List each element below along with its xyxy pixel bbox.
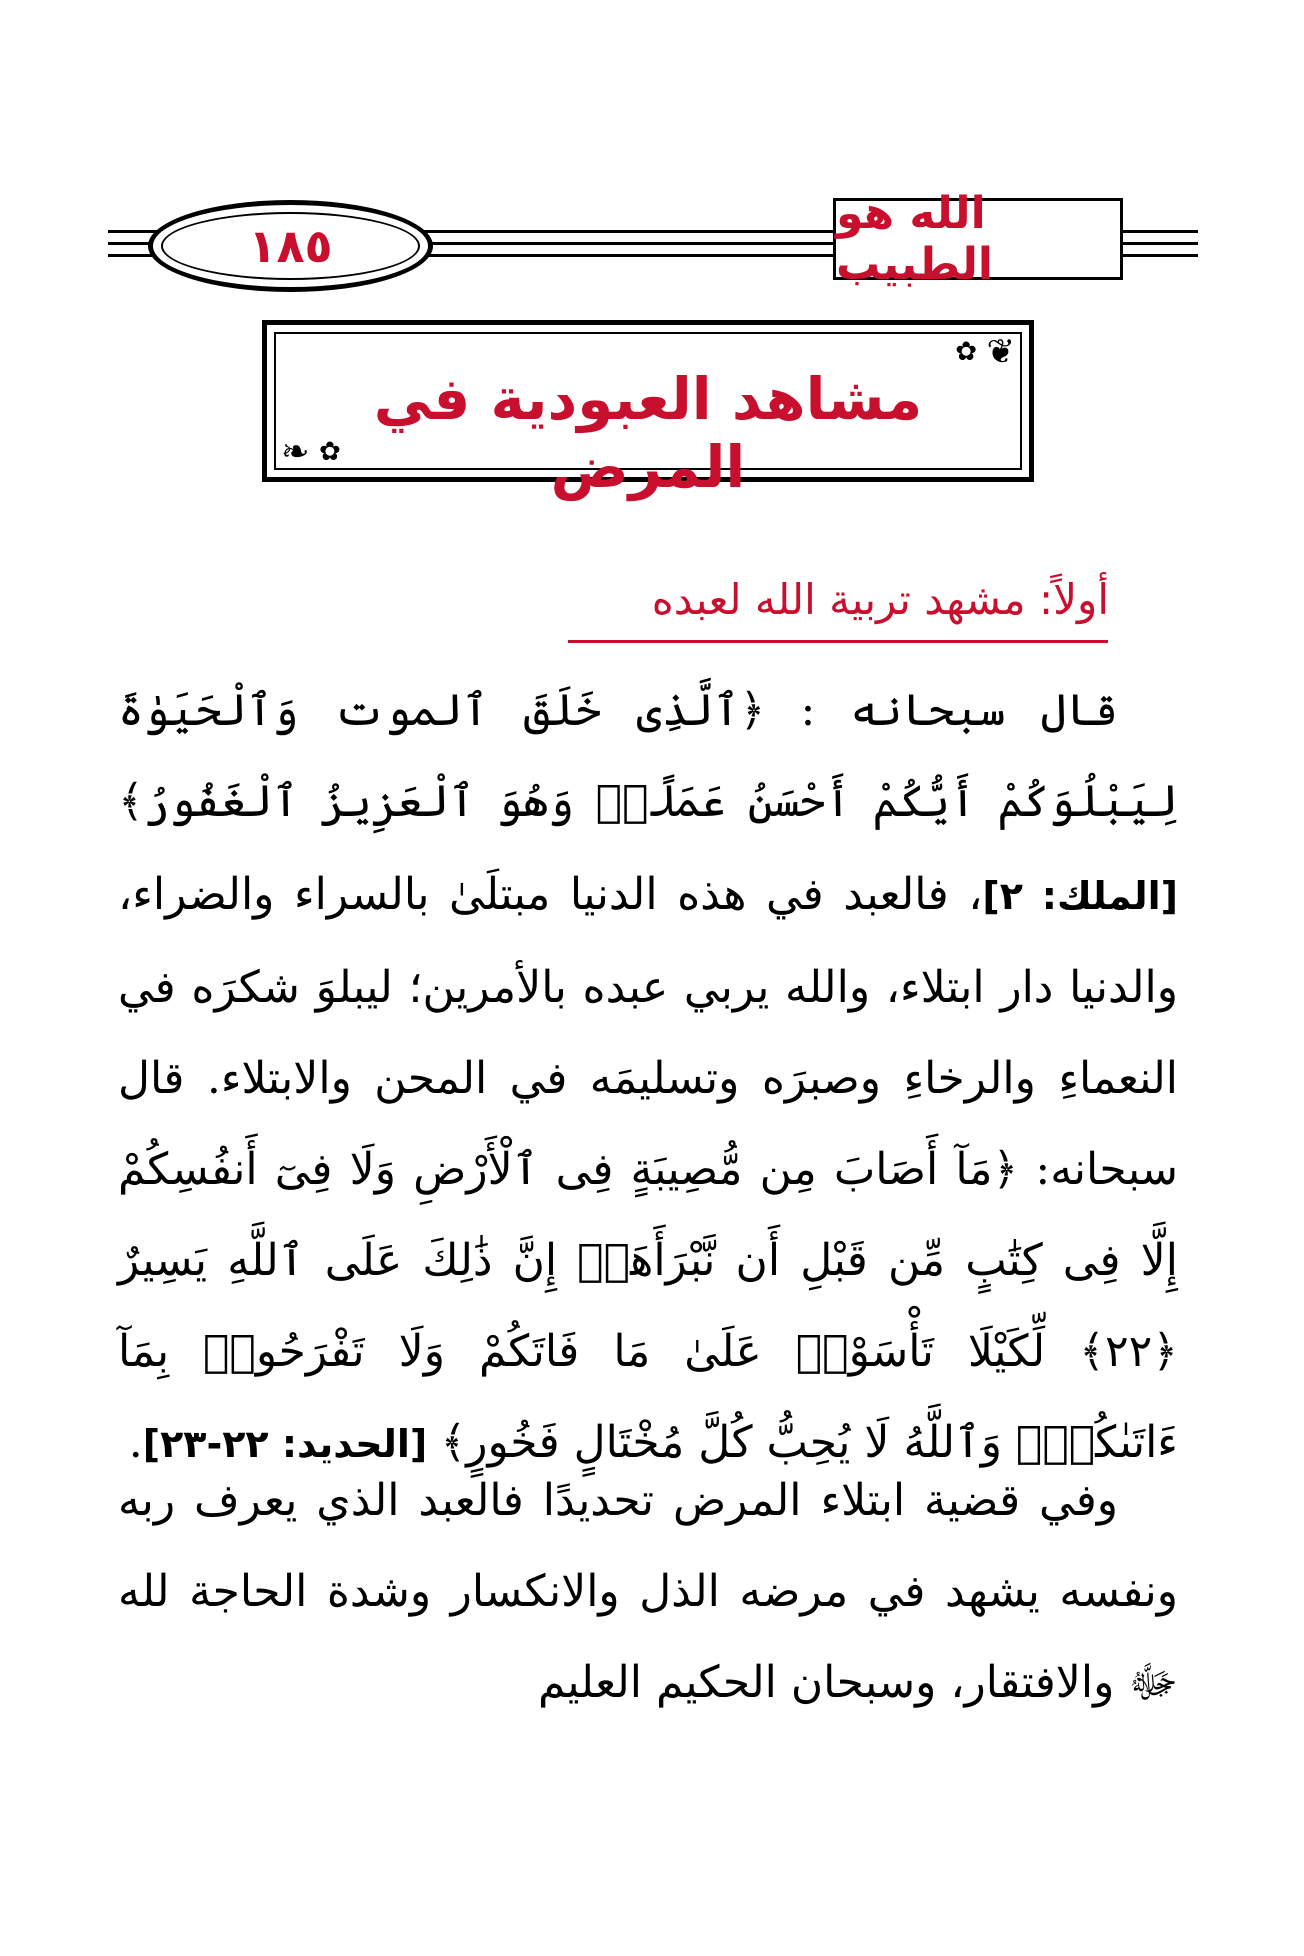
verse-reference-al-mulk: [الملك: ٢] (982, 874, 1178, 918)
quran-verse-al-mulk: ﴿ٱلَّذِى خَلَقَ ٱلموت وَٱلْحَيَوٰةَ لِيَبْلُوَكُمْ أَيُّكُمْ أَحْسَنُ عَمَلًاۚ وَهُوَ ٱلْعَزِيزُ ٱلْغَفُورُ﴾ (118, 685, 1178, 827)
floral-ornament-icon: ✿ (955, 337, 977, 367)
paragraph-2-text: وفي قضية ابتلاء المرض تحديدًا فالعبد الذي يعرف ربه ونفسه يشهد في مرضه الذل والانكسار وشدة الحاجة لله ﷻ والافتقار، وسبحان الحكيم العليم (118, 1475, 1178, 1708)
floral-ornament-icon: ❦ (986, 332, 1015, 372)
paragraph-1-body: ، فالعبد في هذه الدنيا مبتلَىٰ بالسراء والضراء، والدنيا دار ابتلاء، والله يربي عبده بالأمرين؛ ليبلوَ شكرَه في النعماءِ والرخاءِ وصبرَه وتسليمَه في المحن والابتلاء. قال سبحانه: (118, 869, 1178, 1195)
page-number-badge (148, 200, 433, 292)
chapter-title: مشاهد العبودية في المرض (373, 365, 923, 501)
section-heading-underline (568, 640, 1108, 643)
paragraph-1-intro: قال سبحانه : (765, 685, 1118, 736)
running-header (108, 190, 1198, 300)
paragraph-1-end: . (128, 1417, 143, 1468)
page-number: ١٨٥ (248, 219, 333, 273)
chapter-title-frame (262, 320, 1034, 501)
body-paragraph-2 (118, 1455, 1178, 1728)
floral-ornament-icon: ✿ (319, 437, 341, 467)
quran-verse-al-hadid: ﴿مَآ أَصَابَ مِن مُّصِيبَةٍ فِى ٱلْأَرْضِ وَلَا فِىٓ أَنفُسِكُمْ إِلَّا فِى كِتَٰبٍ مِّن قَبْلِ أَن نَّبْرَأَهَآۚ إِنَّ ذَٰلِكَ عَلَى ٱللَّهِ يَسِيرٌ ﴿٢٢﴾ لِّكَيْلَا تَأْسَوْا۟ عَلَىٰ مَا فَاتَكُمْ وَلَا تَفْرَحُوا۟ بِمَآ ءَاتَىٰكُمْۗ وَٱللَّهُ لَا يُحِبُّ كُلَّ مُخْتَالٍ فَخُورٍ﴾ (118, 1144, 1178, 1468)
body-paragraph-1 (118, 665, 1178, 1490)
section-heading: أولاً: مشهد تربية الله لعبده (651, 575, 1109, 624)
verse-reference-al-hadid: [الحديد: ٢٢-٢٣] (142, 1422, 441, 1466)
floral-ornament-icon: ❧ (281, 432, 310, 472)
running-title-box (833, 188, 1123, 290)
running-title: الله هو الطبيب (836, 188, 993, 290)
